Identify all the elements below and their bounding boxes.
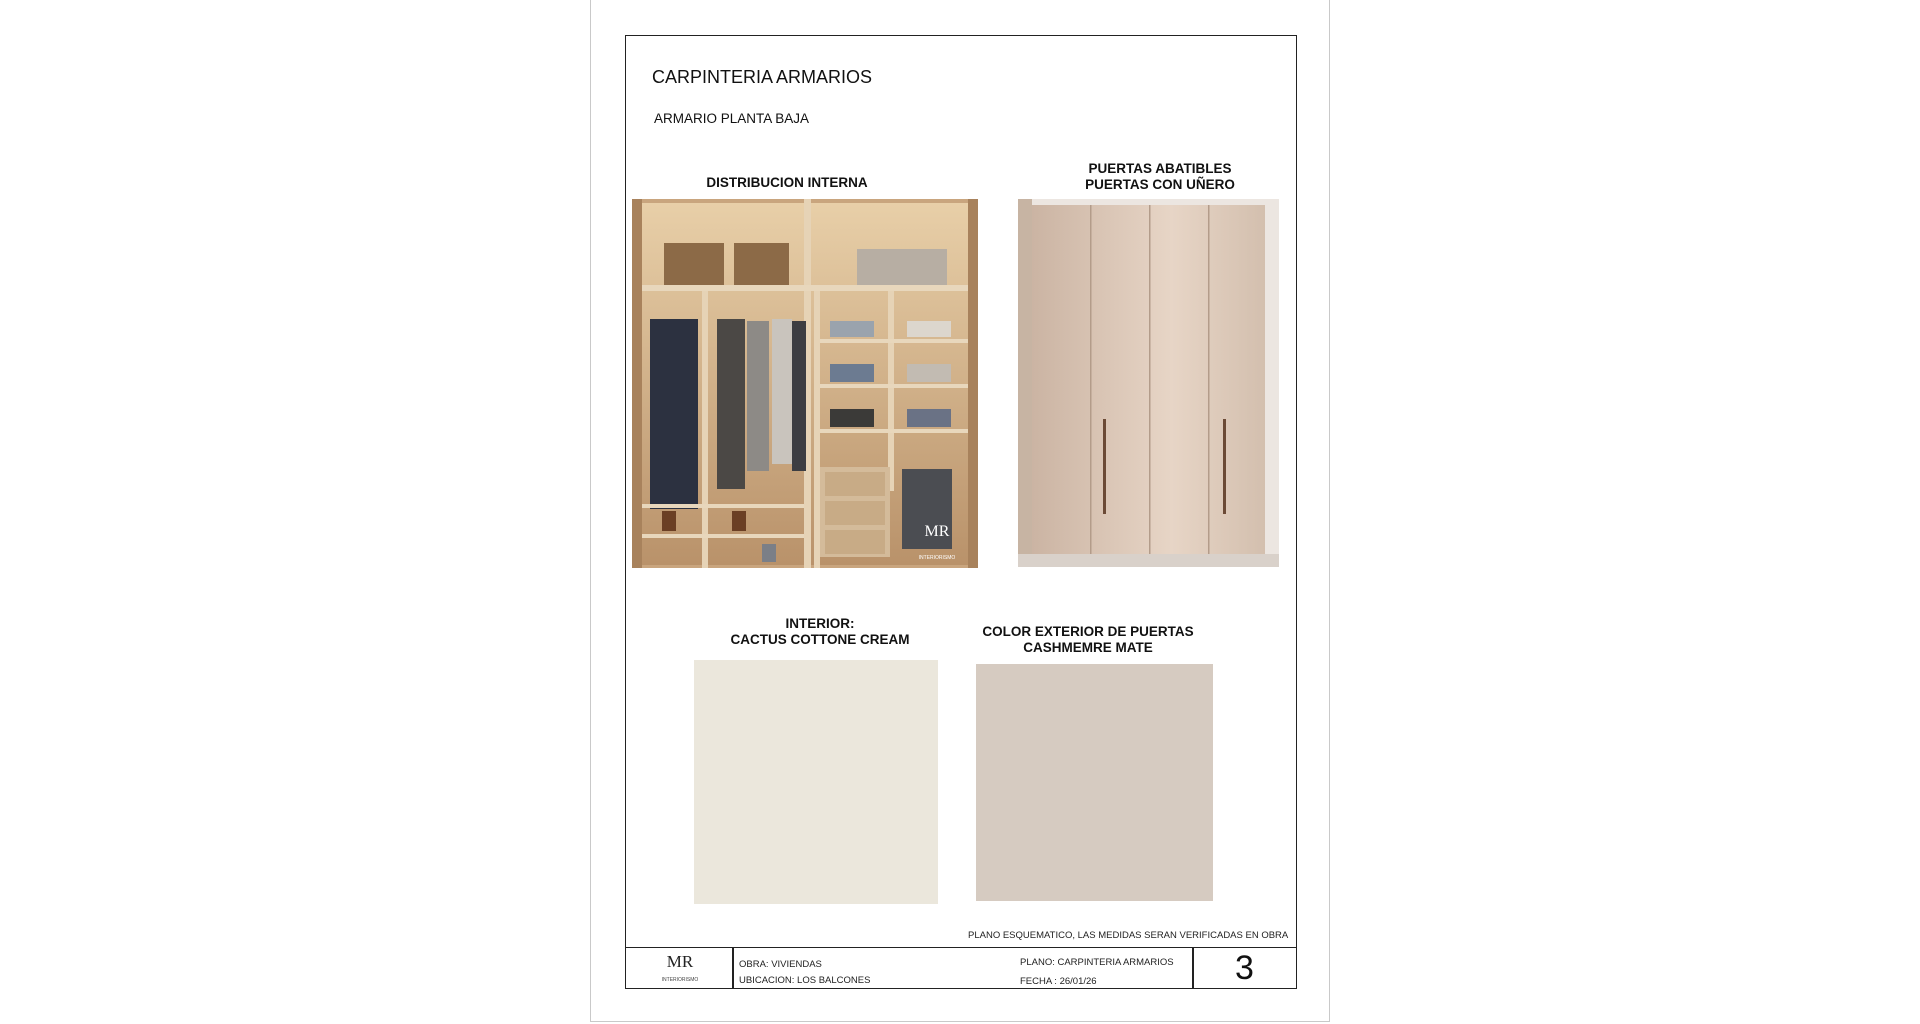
exterior-color-caption-line1: COLOR EXTERIOR DE PUERTAS [982,624,1194,639]
page-title: CARPINTERIA ARMARIOS [652,67,873,87]
svg-text:MR: MR [924,523,950,540]
sheet-number: 3 [1235,949,1254,987]
project-location: UBICACION: LOS BALCONES [739,975,871,986]
title-block-divider [732,947,734,989]
wardrobe-doors-image [1018,199,1279,567]
interior-color-swatch [694,660,938,904]
interior-layout-caption: DISTRIBUCION INTERNA [706,175,868,190]
interior-image-logo-text: INTERIORISMO [918,555,956,561]
project-name: OBRA: VIVIENDAS [739,959,822,970]
interior-color-caption-line2: CACTUS COTTONE CREAM [730,632,910,647]
doors-caption-line1: PUERTAS ABATIBLES [1088,161,1232,176]
logo-tagline: INTERIORISMO [661,977,699,983]
page-subtitle: ARMARIO PLANTA BAJA [654,111,810,126]
plan-date: FECHA : 26/01/26 [1020,976,1097,987]
interior-color-caption-line1: INTERIOR: [785,616,855,631]
schematic-note: PLANO ESQUEMATICO, LAS MEDIDAS SERAN VERIFICADAS EN OBRA [968,930,1289,941]
exterior-color-caption [958,624,1218,656]
exterior-color-swatch [976,664,1213,901]
exterior-color-caption-line2: CASHMEMRE MATE [1023,640,1153,655]
company-logo: MR INTERIORISMO [655,953,705,987]
doors-caption [1030,161,1290,193]
wardrobe-interior-image [632,199,978,568]
plan-name: PLANO: CARPINTERIA ARMARIOS [1020,957,1174,968]
interior-color-caption [690,616,950,648]
doors-caption-line2: PUERTAS CON UÑERO [1085,177,1235,192]
